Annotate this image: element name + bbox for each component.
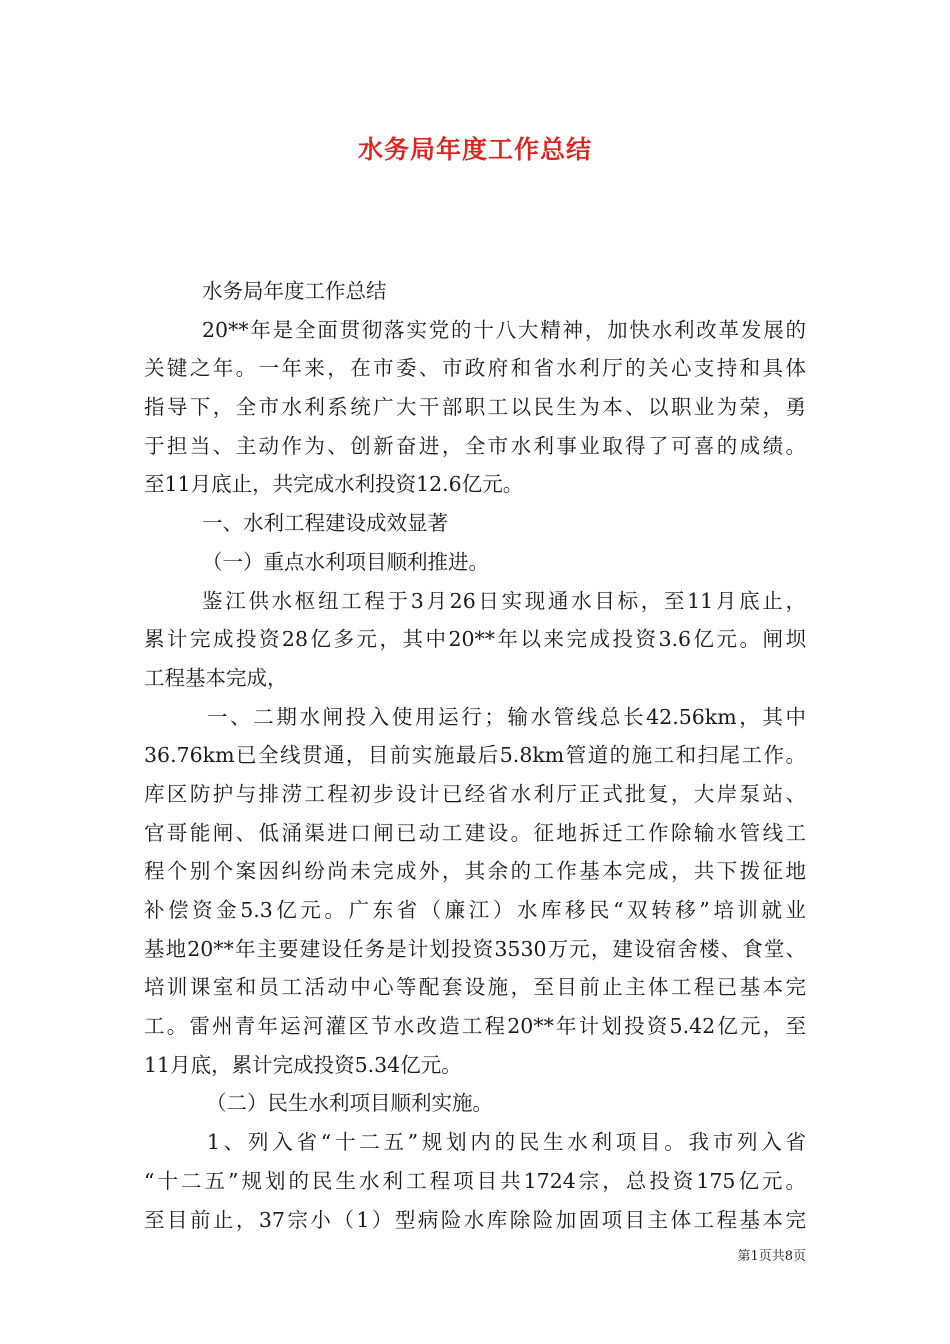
body-line: 工程基本完成， [144,665,288,690]
page-indicator: 第1页共8页 [737,1249,806,1264]
body-line: 基地20**年主要建设任务是计划投资3530万元，建设宿舍楼、食堂、 [144,936,806,961]
body-line: 关键之年。一年来，在市委、市政府和省水利厅的关心支持和具体 [144,356,806,381]
subsection-heading: （一）重点水利项目顺利推进。 [202,549,489,574]
body-line: “十二五”规划的民生水利工程项目共1724宗，总投资175亿元。 [144,1168,806,1193]
subsection-heading: （二）民生水利项目顺利实施。 [206,1091,493,1116]
body-line: 36.76km已全线贯通，目前实施最后5.8km管道的施工和扫尾工作。 [144,743,806,768]
body-line: 鉴江供水枢纽工程于3月26日实现通水目标，至11月底止， [202,588,806,613]
body-line: 官哥能闸、低涌渠进口闸已动工建设。征地拆迁工作除输水管线工 [144,820,806,845]
body-line: 程个别个案因纠纷尚未完成外，其余的工作基本完成，共下拨征地 [144,859,806,884]
body-line-subtitle: 水务局年度工作总结 [202,279,387,303]
document-body [144,272,806,1239]
section-heading: 一、水利工程建设成效显著 [202,511,448,536]
document-title: 水务局年度工作总结 [357,135,592,164]
body-line: 11月底，累计完成投资5.34亿元。 [144,1052,462,1077]
body-line: 累计完成投资28亿多元，其中20**年以来完成投资3.6亿元。闸坝 [144,627,806,652]
body-line: 1、列入省“十二五”规划内的民生水利项目。我市列入省 [207,1130,806,1155]
body-line: 培训课室和员工活动中心等配套设施，至目前止主体工程已基本完 [144,975,806,1000]
body-line: 工。雷州青年运河灌区节水改造工程20**年计划投资5.42亿元，至 [144,1014,806,1039]
body-line: 库区防护与排涝工程初步设计已经省水利厅正式批复，大岸泵站、 [144,781,806,806]
body-line: 一、二期水闸投入使用运行；输水管线总长42.56km，其中 [207,704,806,729]
body-line: 于担当、主动作为、创新奋进，全市水利事业取得了可喜的成绩。 [144,433,806,458]
body-line: 至目前止，37宗小（1）型病险水库除险加固项目主体工程基本完 [144,1207,806,1232]
body-line: 指导下，全市水利系统广大干部职工以民生为本、以职业为荣，勇 [144,395,806,420]
body-line: 至11月底止，共完成水利投资12.6亿元。 [144,472,524,497]
body-line: 补偿资金5.3亿元。广东省（廉江）水库移民“双转移”培训就业 [144,898,806,922]
body-line: 20**年是全面贯彻落实党的十八大精神，加快水利改革发展的 [202,317,806,342]
